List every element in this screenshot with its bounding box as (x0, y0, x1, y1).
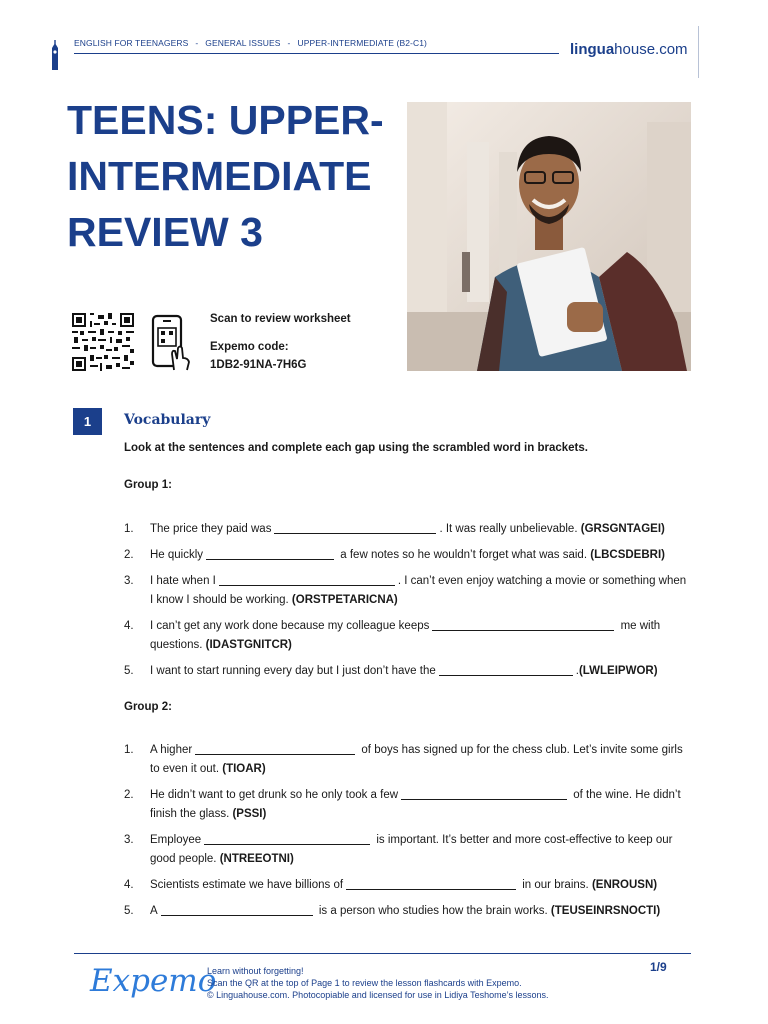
group-2-label: Group 2: (124, 701, 172, 713)
breadcrumb-item[interactable]: ENGLISH FOR TEENAGERS (74, 38, 189, 48)
answer-gap[interactable] (346, 877, 516, 890)
answer-gap[interactable] (274, 521, 436, 534)
section-number: 1 (73, 408, 102, 435)
answer-gap[interactable] (204, 832, 370, 845)
exercise-item: 1. The price they paid was . It was really unbelievable. (GRSGNTAGEI) (124, 523, 665, 535)
exercise-item: 4. I can’t get any work done because my colleague keeps me with questions. (IDASTGNITCR) (124, 620, 661, 651)
expemo-code-label: Expemo code: (210, 341, 289, 353)
expemo-code: 1DB2-91NA-7H6G (210, 359, 307, 371)
big-ben-icon (50, 40, 60, 70)
breadcrumb-item[interactable]: UPPER-INTERMEDIATE (B2-C1) (297, 38, 427, 48)
answer-gap[interactable] (161, 903, 313, 916)
exercise-item: 5. I want to start running every day but I just don’t have the .(LWLEIPWOR) (124, 665, 658, 677)
answer-gap[interactable] (206, 547, 334, 560)
group-1-label: Group 1: (124, 479, 172, 491)
breadcrumb: ENGLISH FOR TEENAGERS - GENERAL ISSUES - UPPER-INTERMEDIATE (B2-C1) (74, 38, 427, 48)
answer-gap[interactable] (401, 787, 567, 800)
answer-gap[interactable] (219, 573, 395, 586)
exercise-item: 5. A is a person who studies how the brain works. (TEUSEINRSNOCTI) (124, 905, 661, 917)
exercise-item: 2. He didn’t want to get drunk so he only took a few of the wine. He didn’t finish the glass. (PSSI) (124, 789, 681, 820)
footer-text: Learn without forgetting! Scan the QR at the top of Page 1 to review the lesson flashcards with Expemo. © Linguahouse.com. Photocopiable and licensed for use in Lidiya Teshome’s lessons. (207, 966, 549, 1000)
scan-label: Scan to review worksheet (210, 313, 351, 325)
student-photo (407, 102, 691, 371)
page-number: 1/9 (650, 960, 667, 974)
footer-divider (74, 953, 691, 954)
instruction: Look at the sentences and complete each gap using the scrambled word in brackets. (124, 442, 588, 454)
exercise-item: 2. He quickly a few notes so he wouldn’t forget what was said. (LBCSDEBRI) (124, 549, 665, 561)
exercise-item: 3. Employee is important. It’s better and more cost-effective to keep our good people. (NTREEOTNI) (124, 834, 673, 865)
expemo-logo[interactable]: Expemo (90, 963, 217, 999)
qr-code[interactable] (72, 313, 134, 371)
exercise-item: 4. Scientists estimate we have billions of in our brains. (ENROUSN) (124, 879, 658, 891)
group-2-list (124, 741, 691, 921)
answer-gap[interactable] (195, 742, 355, 755)
exercise-item: 3. I hate when I . I can’t even enjoy watching a movie or something when I know I should be working. (ORSTPETARICNA) (124, 575, 687, 606)
page-title: TEENS: UPPER- INTERMEDIATE REVIEW 3 (67, 97, 384, 255)
section-title: Vocabulary (124, 412, 211, 428)
answer-gap[interactable] (432, 618, 614, 631)
brand-divider (698, 26, 699, 78)
group-1-list (124, 520, 691, 681)
answer-gap[interactable] (439, 663, 573, 676)
phone-scan-icon (150, 314, 192, 372)
breadcrumb-item[interactable]: GENERAL ISSUES (205, 38, 281, 48)
linguahouse-logo[interactable]: linguahouse.com (570, 41, 688, 58)
header-divider (74, 53, 559, 54)
exercise-item: 1. A higher of boys has signed up for the chess club. Let’s invite some girls to even it out. (TIOAR) (124, 744, 683, 775)
